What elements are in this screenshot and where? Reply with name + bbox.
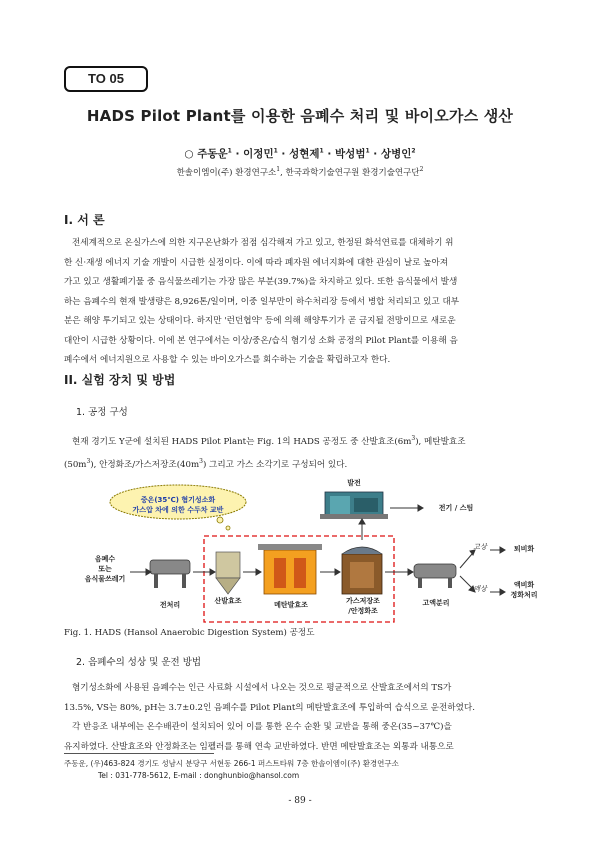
liquid-label: 액상 [473, 585, 487, 593]
gas-tank-line: /안정화조 [348, 607, 378, 615]
separator-icon [414, 564, 456, 588]
text-line: 혐기성소화에 사용된 음폐수는 인근 사료화 시설에서 나오는 것으로 평균적으로 산발효조에서의 TS가 [72, 683, 452, 693]
text-run: ), 메탄발효조 [415, 436, 466, 447]
affiliation-org1: 한솔이엠이(주) 환경연구소 [176, 168, 277, 178]
section1-heading: I. 서 론 [64, 213, 105, 227]
footnote-line: Tel : 031-778-5612, E-mail : donghunbio@hansol.com [98, 771, 300, 780]
input-line: 또는 [98, 565, 112, 573]
text-line: 분은 해양 투기되고 있는 상태이다. 하지만 '런던협약' 등에 의해 해양투기가 곧 금지될 전망이므로 새로운 [64, 316, 456, 326]
author-name: 이정민 [243, 148, 274, 160]
cloud-line: 중온(35℃) 혐기성소화 [140, 496, 216, 504]
section-tag: TO 05 [64, 66, 148, 92]
acid-tank-label: 산발효조 [214, 597, 242, 605]
author-name: 상병인 [380, 148, 412, 160]
cloud-line: 가스압 차에 의한 수두차 교반 [132, 506, 224, 514]
footnote [64, 758, 544, 782]
sup: 3 [411, 435, 416, 442]
liquid-fert-line: 액비화 [513, 581, 535, 589]
figure-caption: Fig. 1. HADS (Hansol Anaerobic Digestion System) 공정도 [64, 628, 315, 638]
input-line: 음식물쓰레기 [84, 575, 126, 583]
gas-tank-line: 가스저장조 [346, 597, 380, 605]
text-line: 가고 있고 생활폐기물 중 음식물쓰레기는 가장 많은 부분(39.7%)을 차지하고 있다. 또한 음식물에서 발생 [64, 277, 458, 287]
separator-label: 고액분리 [422, 599, 450, 607]
text-run: 현재 경기도 Y군에 설치된 HADS Pilot Plant는 Fig. 1의 HADS 공정도 중 산발효조(6m [72, 436, 412, 447]
methane-tank-icon [258, 544, 322, 594]
sup: 3 [86, 458, 91, 466]
gas-tank-label [338, 596, 388, 616]
author-name: 주동운 [197, 148, 228, 160]
compost-label: 퇴비화 [513, 545, 535, 553]
section2-p2 [64, 679, 538, 757]
page-number: - 89 - [288, 796, 312, 806]
text-line: 13.5%, VS는 80%, pH는 3.7±0.2인 음폐수를 Pilot Plant의 메탄발효조에 투입하여 습식으로 운전하였다. [64, 702, 475, 713]
author-sep: · [369, 148, 381, 160]
text-run: ) 그리고 가스 소각기로 구성되어 있다. [202, 460, 348, 471]
affiliation-sup1: 1 [276, 166, 281, 174]
footnote-line: 주동운, (우)463-824 경기도 성남시 분당구 서현동 266-1 퍼스트타워 7층 한솔이엠이(주) 환경연구소 [64, 759, 399, 768]
text-line: 하는 음폐수의 현재 발생량은 8,926톤/일이며, 이중 일부만이 하수처리장 등에서 병합 처리되고 있고 대부 [64, 296, 460, 307]
pretreat-label: 전처리 [159, 601, 181, 609]
footnote-rule [64, 753, 214, 754]
paper-title: HADS Pilot Plant를 이용한 음폐수 처리 및 바이오가스 생산 [86, 107, 514, 125]
affiliation-sup2: 2 [419, 166, 424, 174]
elec-steam-label: 전기 / 스팀 [438, 504, 474, 512]
text-line: 폐수에서 에너지원으로 사용할 수 있는 바이오가스를 회수하는 기술을 확립하고자 한다. [64, 355, 391, 365]
text-line: 한 신·재생 에너지 기술 개발이 시급한 실정이다. 이에 따라 폐자원 에너지화에 대한 관심이 날로 높아져 [64, 257, 449, 268]
gas-tank-icon [342, 547, 382, 594]
author-name: 박성범 [335, 148, 366, 160]
section2-p1 [64, 429, 538, 476]
text-run: (50m [64, 460, 87, 471]
liquid-fert-label [502, 580, 546, 600]
author-sep: · [277, 148, 290, 160]
text-line: 각 반응조 내부에는 온수배관이 설치되어 있어 이를 통한 온수 순환 및 교반을 통해 중온(35~37℃)을 [72, 722, 452, 732]
text-line [64, 452, 538, 475]
author-sep: · [323, 148, 336, 160]
subsection2-heading: 2. 음폐수의 성상 및 운전 방법 [76, 657, 202, 668]
text-line: 유지하였다. 산발효조와 안정화조는 임펠러를 통해 연속 교반하였다. 반면 메탄발효조는 외통과 내통으로 [64, 741, 454, 752]
author-name: 성현제 [289, 148, 320, 160]
author-sup: 2 [411, 147, 416, 155]
text-line [64, 429, 538, 452]
text-line: 전세계적으로 온실가스에 의한 지구온난화가 점점 심각해져 가고 있고, 한정된 화석연료를 대체하기 위 [72, 238, 454, 248]
text-run: ), 안정화조/가스저장조(40m [90, 460, 200, 471]
affiliation [0, 166, 600, 178]
section2-heading: II. 실험 장치 및 방법 [64, 373, 176, 387]
sup: 3 [199, 458, 203, 466]
affiliation-org2: , 한국과학기술연구원 환경기술연구단 [280, 168, 420, 178]
acid-tank-icon [216, 552, 240, 594]
methane-tank-label: 메탄발효조 [274, 601, 308, 609]
pretreat-machine-icon [150, 560, 190, 588]
subsection1-heading: 1. 공정 구성 [76, 407, 128, 418]
author-sup: 1 [319, 147, 324, 155]
author-bullet: ○ [184, 148, 194, 160]
section1-body [64, 234, 538, 371]
process-figure [80, 478, 550, 628]
cloud-label [112, 495, 244, 515]
author-sup: 1 [273, 147, 278, 155]
generator-icon [320, 492, 388, 519]
power-gen-label: 발전 [347, 479, 361, 487]
input-label [80, 554, 130, 584]
solid-label: 고상 [473, 543, 487, 551]
author-sep: · [231, 148, 244, 160]
liquid-fert-line: 정화처리 [510, 591, 538, 599]
author-sup: 1 [227, 147, 232, 155]
input-line: 음폐수 [94, 555, 116, 563]
text-line: 대안이 시급한 상황이다. 이에 본 연구에서는 이상/중온/습식 혐기성 소화 공정의 Pilot Plant를 이용해 음 [64, 335, 458, 346]
author-list [0, 146, 600, 161]
author-sup: 1 [365, 147, 370, 155]
